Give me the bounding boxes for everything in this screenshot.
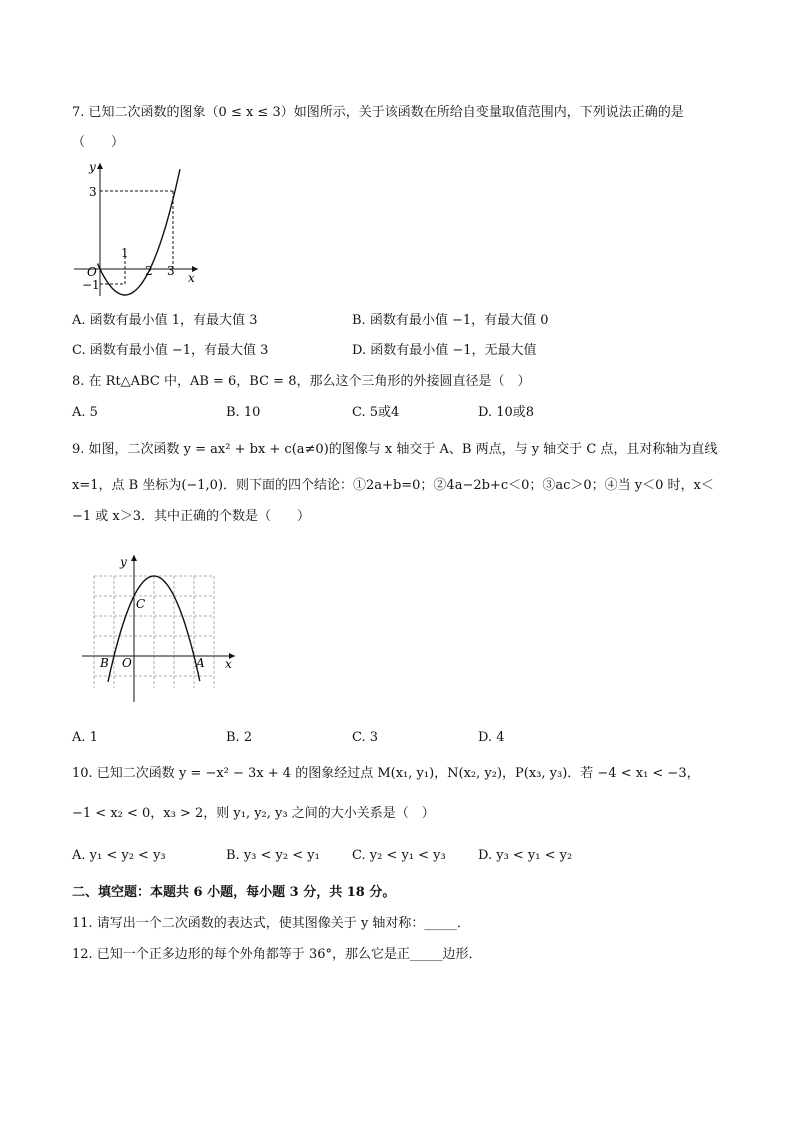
q8-option-b[interactable]: B. 10	[226, 405, 261, 420]
q8-option-c[interactable]: C. 5或4	[352, 405, 400, 420]
q7-origin-label: O	[87, 265, 97, 279]
q7-graph	[70, 158, 205, 298]
q8-option-a[interactable]: A. 5	[72, 405, 98, 420]
q7-tick-x3: 3	[167, 264, 175, 278]
q10-option-b[interactable]: B. y₃ < y₂ < y₁	[226, 848, 320, 863]
q9-point-b-label: B	[100, 656, 109, 670]
q7-tick-x1: 1	[121, 246, 129, 260]
q7-tick-y3: 3	[89, 185, 97, 199]
section2-title: 二、填空题：本题共 6 小题，每小题 3 分，共 18 分。	[72, 885, 396, 900]
q9-stem-line3: −1 或 x＞3．其中正确的个数是（ ）	[72, 509, 311, 524]
q10-stem-line1: 10. 已知二次函数 y = −x² − 3x + 4 的图象经过点 M(x₁, y₁)，N(x₂, y₂)，P(x₃, y₃)．若 −4 < x₁ < −3，	[72, 766, 700, 781]
q7-option-d[interactable]: D. 函数有最小值 −1，无最大值	[352, 343, 537, 358]
q9-point-c-label: C	[136, 597, 146, 611]
q7-stem-line1: 7. 已知二次函数的图象（0 ≤ x ≤ 3）如图所示，关于该函数在所给自变量取值范围内，下列说法正确的是	[72, 105, 684, 120]
q7-tick-x2: 2	[145, 264, 153, 278]
q10-option-d[interactable]: D. y₃ < y₁ < y₂	[478, 848, 573, 863]
q10-stem-line2: −1 < x₂ < 0，x₃ > 2，则 y₁, y₂, y₃ 之间的大小关系是（ ）	[72, 806, 435, 821]
q7-option-c[interactable]: C. 函数有最小值 −1，有最大值 3	[72, 343, 269, 358]
q9-option-b[interactable]: B. 2	[226, 730, 253, 745]
q9-y-label: y	[120, 555, 127, 569]
q9-option-a[interactable]: A. 1	[72, 730, 98, 745]
q7-option-a[interactable]: A. 函数有最小值 1，有最大值 3	[72, 313, 258, 328]
q7-x-label: x	[188, 271, 195, 285]
q10-option-a[interactable]: A. y₁ < y₂ < y₃	[72, 848, 166, 863]
q7-option-b[interactable]: B. 函数有最小值 −1，有最大值 0	[352, 313, 549, 328]
q9-stem-line1: 9. 如图，二次函数 y = ax² + bx + c(a≠0)的图像与 x 轴交于 A、B 两点，与 y 轴交于 C 点，且对称轴为直线	[72, 442, 718, 457]
q9-x-label: x	[225, 657, 232, 671]
q12-stem: 12. 已知一个正多边形的每个外角都等于 36°，那么它是正_____边形．	[72, 947, 482, 962]
q11-stem: 11. 请写出一个二次函数的表达式，使其图像关于 y 轴对称：_____．	[72, 916, 470, 931]
q9-origin-label: O	[122, 656, 132, 670]
q9-option-c[interactable]: C. 3	[352, 730, 379, 745]
q9-option-d[interactable]: D. 4	[478, 730, 505, 745]
q7-tick-ym1: −1	[82, 278, 100, 292]
q9-point-a-label: A	[196, 656, 205, 670]
q8-option-d[interactable]: D. 10或8	[478, 405, 535, 420]
q9-stem-line2: x=1，点 B 坐标为(−1,0)．则下面的四个结论：①2a+b=0；②4a−2b+c＜0；③ac＞0；④当 y＜0 时，x＜	[72, 478, 714, 493]
q10-option-c[interactable]: C. y₂ < y₁ < y₃	[352, 848, 446, 863]
q9-graph	[78, 550, 243, 705]
q7-stem-line2: （ ）	[72, 135, 125, 150]
q7-y-label: y	[89, 160, 96, 174]
q8-stem: 8. 在 Rt△ABC 中，AB = 6，BC = 8，那么这个三角形的外接圆直径是（ ）	[72, 374, 531, 389]
